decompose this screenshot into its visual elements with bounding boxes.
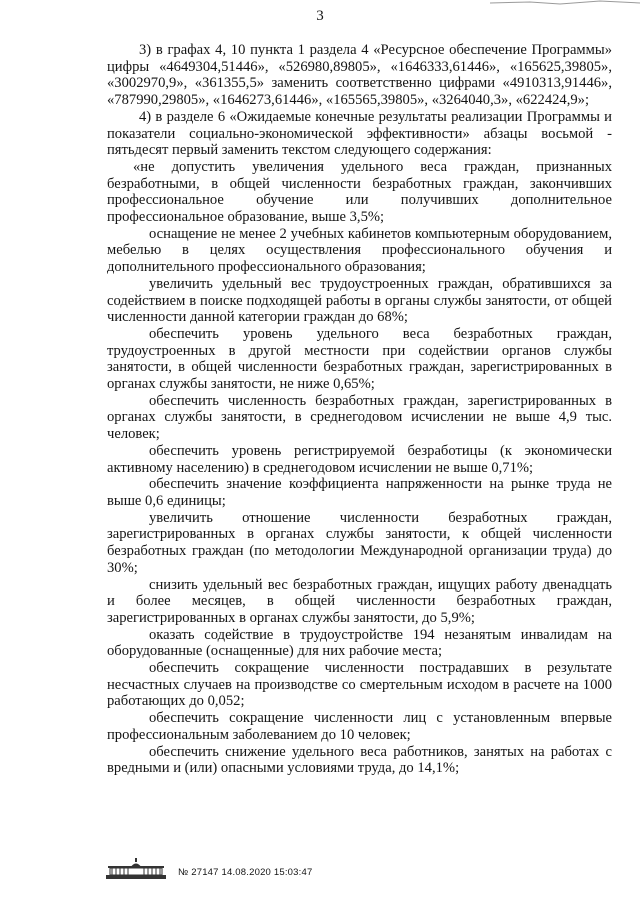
paragraph: оказать содействие в трудоустройстве 194 незанятым инвалидам на оборудованные (оснащенные) для них рабочие места; <box>107 626 612 660</box>
paragraph: снизить удельный вес безработных граждан, ищущих работу двенадцать и более месяцев, в общей численности безработных граждан, зарегистрированных в органах службы занятости, до 5,9%; <box>107 576 612 626</box>
paragraph: обеспечить сокращение численности лиц с установленным впервые профессиональным заболеванием до 10 человек; <box>107 710 612 743</box>
page-number: 3 <box>316 8 324 24</box>
registration-footer <box>104 858 312 880</box>
paragraph: обеспечить численность безработных граждан, зарегистрированных в органах службы занятости, в среднегодовом исчислении не выше 4,9 тыс. человек; <box>107 392 612 443</box>
document-body <box>107 42 612 777</box>
paragraph: обеспечить значение коэффициента напряженности на рынке труда не выше 0,6 единицы; <box>107 476 612 509</box>
paragraph: обеспечить снижение удельного веса работников, занятых на работах с вредными и (или) опасными условиями труда, до 14,1%; <box>107 743 612 777</box>
paragraph-item-3: 3) в графах 4, 10 пункта 1 раздела 4 «Ресурсное обеспечение Программы» цифры «4649304,51446», «526980,89805», «1646333,61446», «165625,39805», «3002970,9», «361355,5» заменить соответственно цифрами «4910313,91446», «787990,29805», «1646273,61446», «165565,39805», «3264040,3», «622424,9»; <box>107 42 612 109</box>
paragraph-item-4: 4) в разделе 6 «Ожидаемые конечные результаты реализации Программы и показатели социально-экономической эффективности» абзацы восьмой - пятьдесят первый заменить текстом следующего содержания: <box>107 108 612 159</box>
paragraph: «не допустить увеличения удельного веса граждан, признанных безработными, в общей численности безработных граждан, закончивших профессиональное обучение или получивших дополнительное профессиональное образование, выше 3,5%; <box>107 158 612 226</box>
paragraph: оснащение не менее 2 учебных кабинетов компьютерным оборудованием, мебелью в целях осуществления профессионального обучения и дополнительного профессионального образования; <box>107 225 612 276</box>
paragraph: обеспечить уровень удельного веса безработных граждан, трудоустроенных в другой местности при содействии органов службы занятости, в общей численности безработных граждан, зарегистрированных в органах службы занятости, не ниже 0,65%; <box>107 325 612 393</box>
scan-edge-mark <box>490 0 640 6</box>
building-emblem-icon <box>104 858 168 880</box>
paragraph: увеличить отношение численности безработных граждан, зарегистрированных в органах службы занятости, к общей численности безработных граждан (по методологии Международной организации труда) до 30%; <box>107 509 612 576</box>
registration-stamp: № 27147 14.08.2020 15:03:47 <box>178 867 313 878</box>
paragraph: обеспечить уровень регистрируемой безработицы (к экономически активному населению) в среднегодовом исчислении не выше 0,71%; <box>107 442 612 476</box>
paragraph: увеличить удельный вес трудоустроенных граждан, обратившихся за содействием в поиске подходящей работы в органы службы занятости, от общей численности данной категории граждан до 68%; <box>107 275 612 326</box>
paragraph: обеспечить сокращение численности пострадавших в результате несчастных случаев на производстве со смертельным исходом в расчете на 1000 работающих до 0,052; <box>107 660 612 710</box>
